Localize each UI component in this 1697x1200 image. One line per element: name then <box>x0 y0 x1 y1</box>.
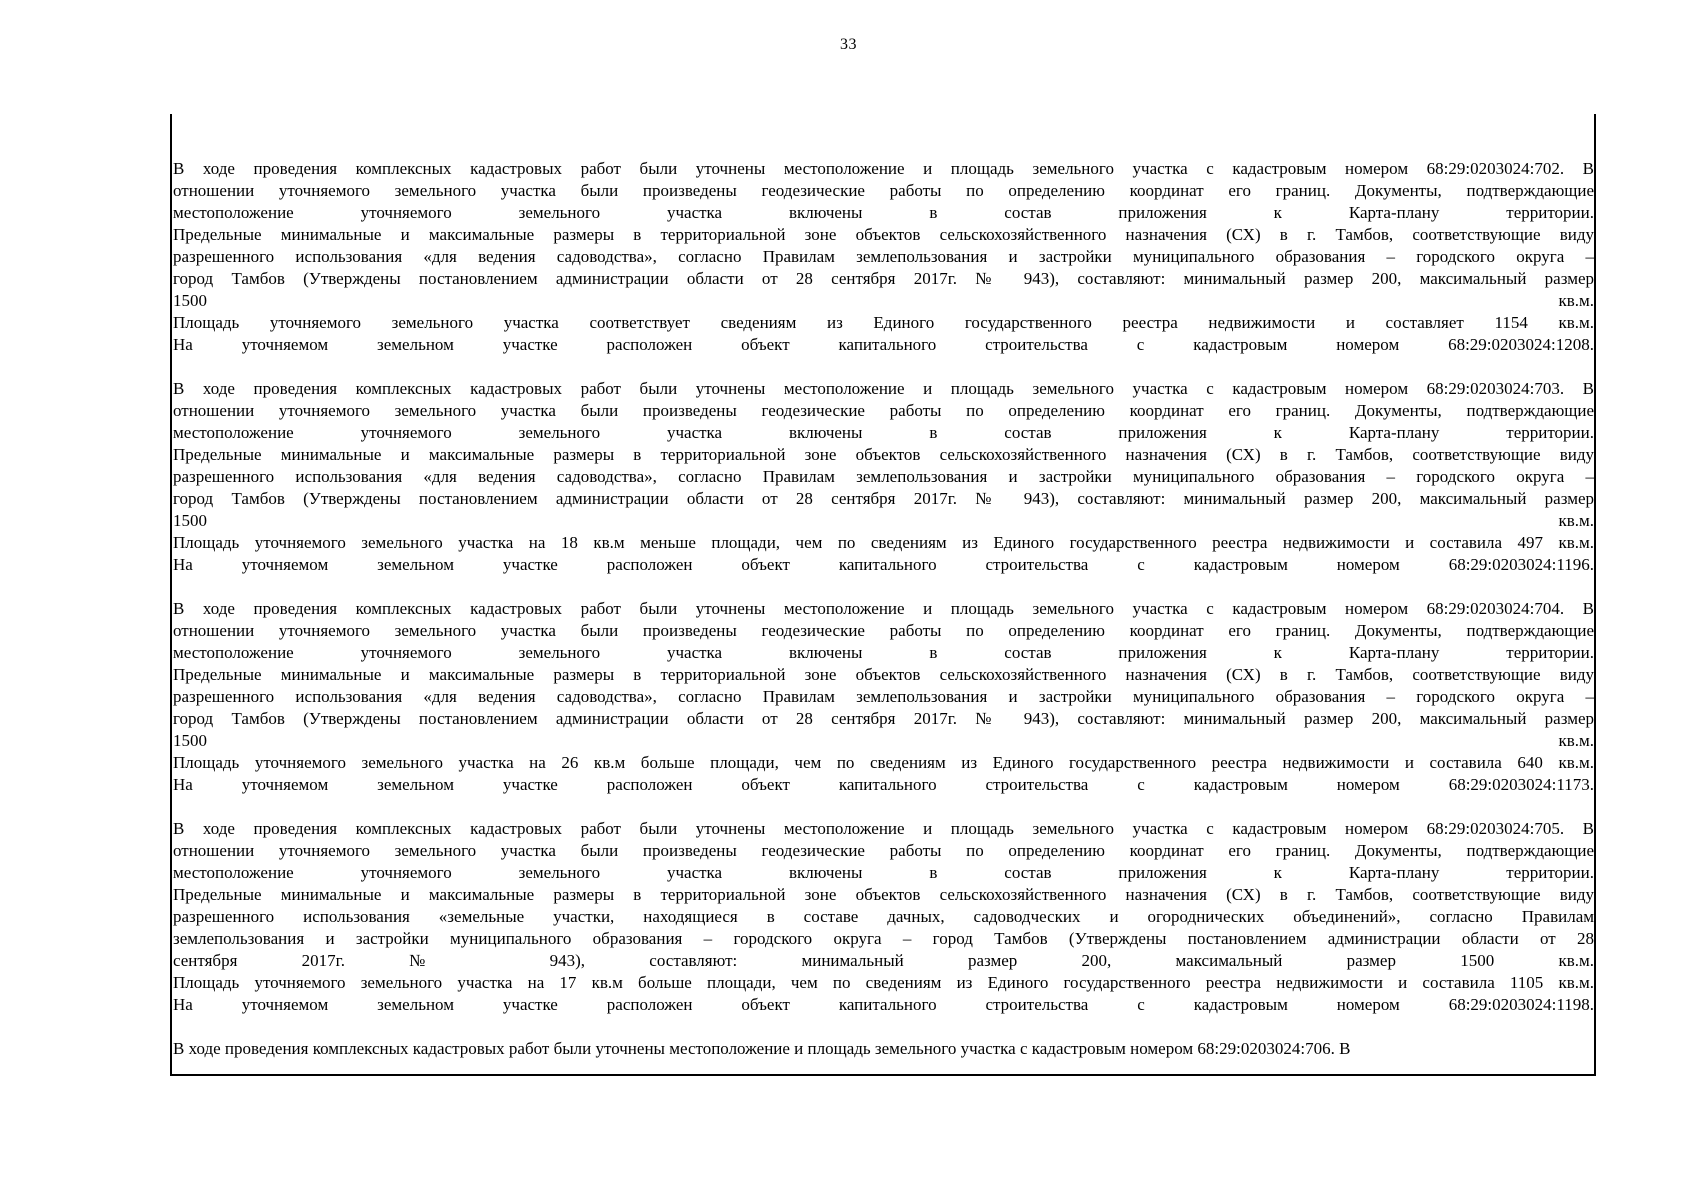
text-line: отношении уточняемого земельного участка были произведены геодезические работы по определению координат его границ. Документы, подтверждающие <box>173 621 1594 640</box>
text-line: Площадь уточняемого земельного участка на 17 кв.м больше площади, чем по сведениям из Единого государственного реестра недвижимости и составила 1105 кв.м. <box>173 973 1594 992</box>
text-line: В ходе проведения комплексных кадастровых работ были уточнены местоположение и площадь земельного участка с кадастровым номером 68:29:0203024:706. В <box>173 1039 1351 1058</box>
text-line: местоположение уточняемого земельного участка включены в состав приложения к Карта-плану территории. <box>173 203 1594 222</box>
text-line: разрешенного использования «земельные участки, находящиеся в составе дачных, садоводческих и огороднических объединений», согласно Правилам <box>173 907 1594 926</box>
text-line: В ходе проведения комплексных кадастровых работ были уточнены местоположение и площадь земельного участка с кадастровым номером 68:29:0203024:702. В <box>173 159 1594 178</box>
text-line: местоположение уточняемого земельного участка включены в состав приложения к Карта-плану территории. <box>173 643 1594 662</box>
text-line: В ходе проведения комплексных кадастровых работ были уточнены местоположение и площадь земельного участка с кадастровым номером 68:29:0203024:705. В <box>173 819 1594 838</box>
text-line: 1500 кв.м. <box>173 731 1594 750</box>
text-line: сентября 2017г. № 943), составляют: минимальный размер 200, максимальный размер 1500 кв.м. <box>173 951 1594 970</box>
text-line: 1500 кв.м. <box>173 291 1594 310</box>
text-line: разрешенного использования «для ведения садоводства», согласно Правилам землепользования и застройки муниципального образования – городского округа – <box>173 247 1594 266</box>
text-line: На уточняемом земельном участке расположен объект капитального строительства с кадастровым номером 68:29:0203024:1173. <box>173 775 1594 794</box>
page-number: 33 <box>840 36 857 53</box>
text-line: отношении уточняемого земельного участка были произведены геодезические работы по определению координат его границ. Документы, подтверждающие <box>173 181 1594 200</box>
text-line: землепользования и застройки муниципального образования – городского округа – город Тамбов (Утверждены постановлением администрации области от 28 <box>173 929 1594 948</box>
text-line: Площадь уточняемого земельного участка соответствует сведениям из Единого государственного реестра недвижимости и составляет 1154 кв.м. <box>173 313 1594 332</box>
text-line: Предельные минимальные и максимальные размеры в территориальной зоне объектов сельскохозяйственного назначения (СХ) в г. Тамбов, соответствующие виду <box>173 225 1594 244</box>
text-line: разрешенного использования «для ведения садоводства», согласно Правилам землепользования и застройки муниципального образования – городского округа – <box>173 687 1594 706</box>
text-line: местоположение уточняемого земельного участка включены в состав приложения к Карта-плану территории. <box>173 423 1594 442</box>
text-line: местоположение уточняемого земельного участка включены в состав приложения к Карта-плану территории. <box>173 863 1594 882</box>
paragraph-parcel-705 <box>173 818 1594 1016</box>
document-body <box>173 158 1594 1082</box>
text-line: город Тамбов (Утверждены постановлением администрации области от 28 сентября 2017г. № 943), составляют: минимальный размер 200, максимальный размер <box>173 269 1594 288</box>
text-line: разрешенного использования «для ведения садоводства», согласно Правилам землепользования и застройки муниципального образования – городского округа – <box>173 467 1594 486</box>
text-line: отношении уточняемого земельного участка были произведены геодезические работы по определению координат его границ. Документы, подтверждающие <box>173 401 1594 420</box>
text-line: город Тамбов (Утверждены постановлением администрации области от 28 сентября 2017г. № 943), составляют: минимальный размер 200, максимальный размер <box>173 489 1594 508</box>
text-line: В ходе проведения комплексных кадастровых работ были уточнены местоположение и площадь земельного участка с кадастровым номером 68:29:0203024:703. В <box>173 379 1594 398</box>
paragraph-parcel-704 <box>173 598 1594 796</box>
text-line: отношении уточняемого земельного участка были произведены геодезические работы по определению координат его границ. Документы, подтверждающие <box>173 841 1594 860</box>
text-line: На уточняемом земельном участке расположен объект капитального строительства с кадастровым номером 68:29:0203024:1208. <box>173 335 1594 354</box>
text-line: 1500 кв.м. <box>173 511 1594 530</box>
text-line: Предельные минимальные и максимальные размеры в территориальной зоне объектов сельскохозяйственного назначения (СХ) в г. Тамбов, соответствующие виду <box>173 885 1594 904</box>
text-line: город Тамбов (Утверждены постановлением администрации области от 28 сентября 2017г. № 943), составляют: минимальный размер 200, максимальный размер <box>173 709 1594 728</box>
paragraph-parcel-703 <box>173 378 1594 576</box>
paragraph-parcel-706 <box>173 1038 1594 1060</box>
text-line: Предельные минимальные и максимальные размеры в территориальной зоне объектов сельскохозяйственного назначения (СХ) в г. Тамбов, соответствующие виду <box>173 665 1594 684</box>
text-line: На уточняемом земельном участке расположен объект капитального строительства с кадастровым номером 68:29:0203024:1198. <box>173 995 1594 1014</box>
text-line: Площадь уточняемого земельного участка на 18 кв.м меньше площади, чем по сведениям из Единого государственного реестра недвижимости и составила 497 кв.м. <box>173 533 1594 552</box>
text-line: Предельные минимальные и максимальные размеры в территориальной зоне объектов сельскохозяйственного назначения (СХ) в г. Тамбов, соответствующие виду <box>173 445 1594 464</box>
text-line: В ходе проведения комплексных кадастровых работ были уточнены местоположение и площадь земельного участка с кадастровым номером 68:29:0203024:704. В <box>173 599 1594 618</box>
paragraph-parcel-702 <box>173 158 1594 356</box>
text-line: Площадь уточняемого земельного участка на 26 кв.м больше площади, чем по сведениям из Единого государственного реестра недвижимости и составила 640 кв.м. <box>173 753 1594 772</box>
text-line: На уточняемом земельном участке расположен объект капитального строительства с кадастровым номером 68:29:0203024:1196. <box>173 555 1594 574</box>
